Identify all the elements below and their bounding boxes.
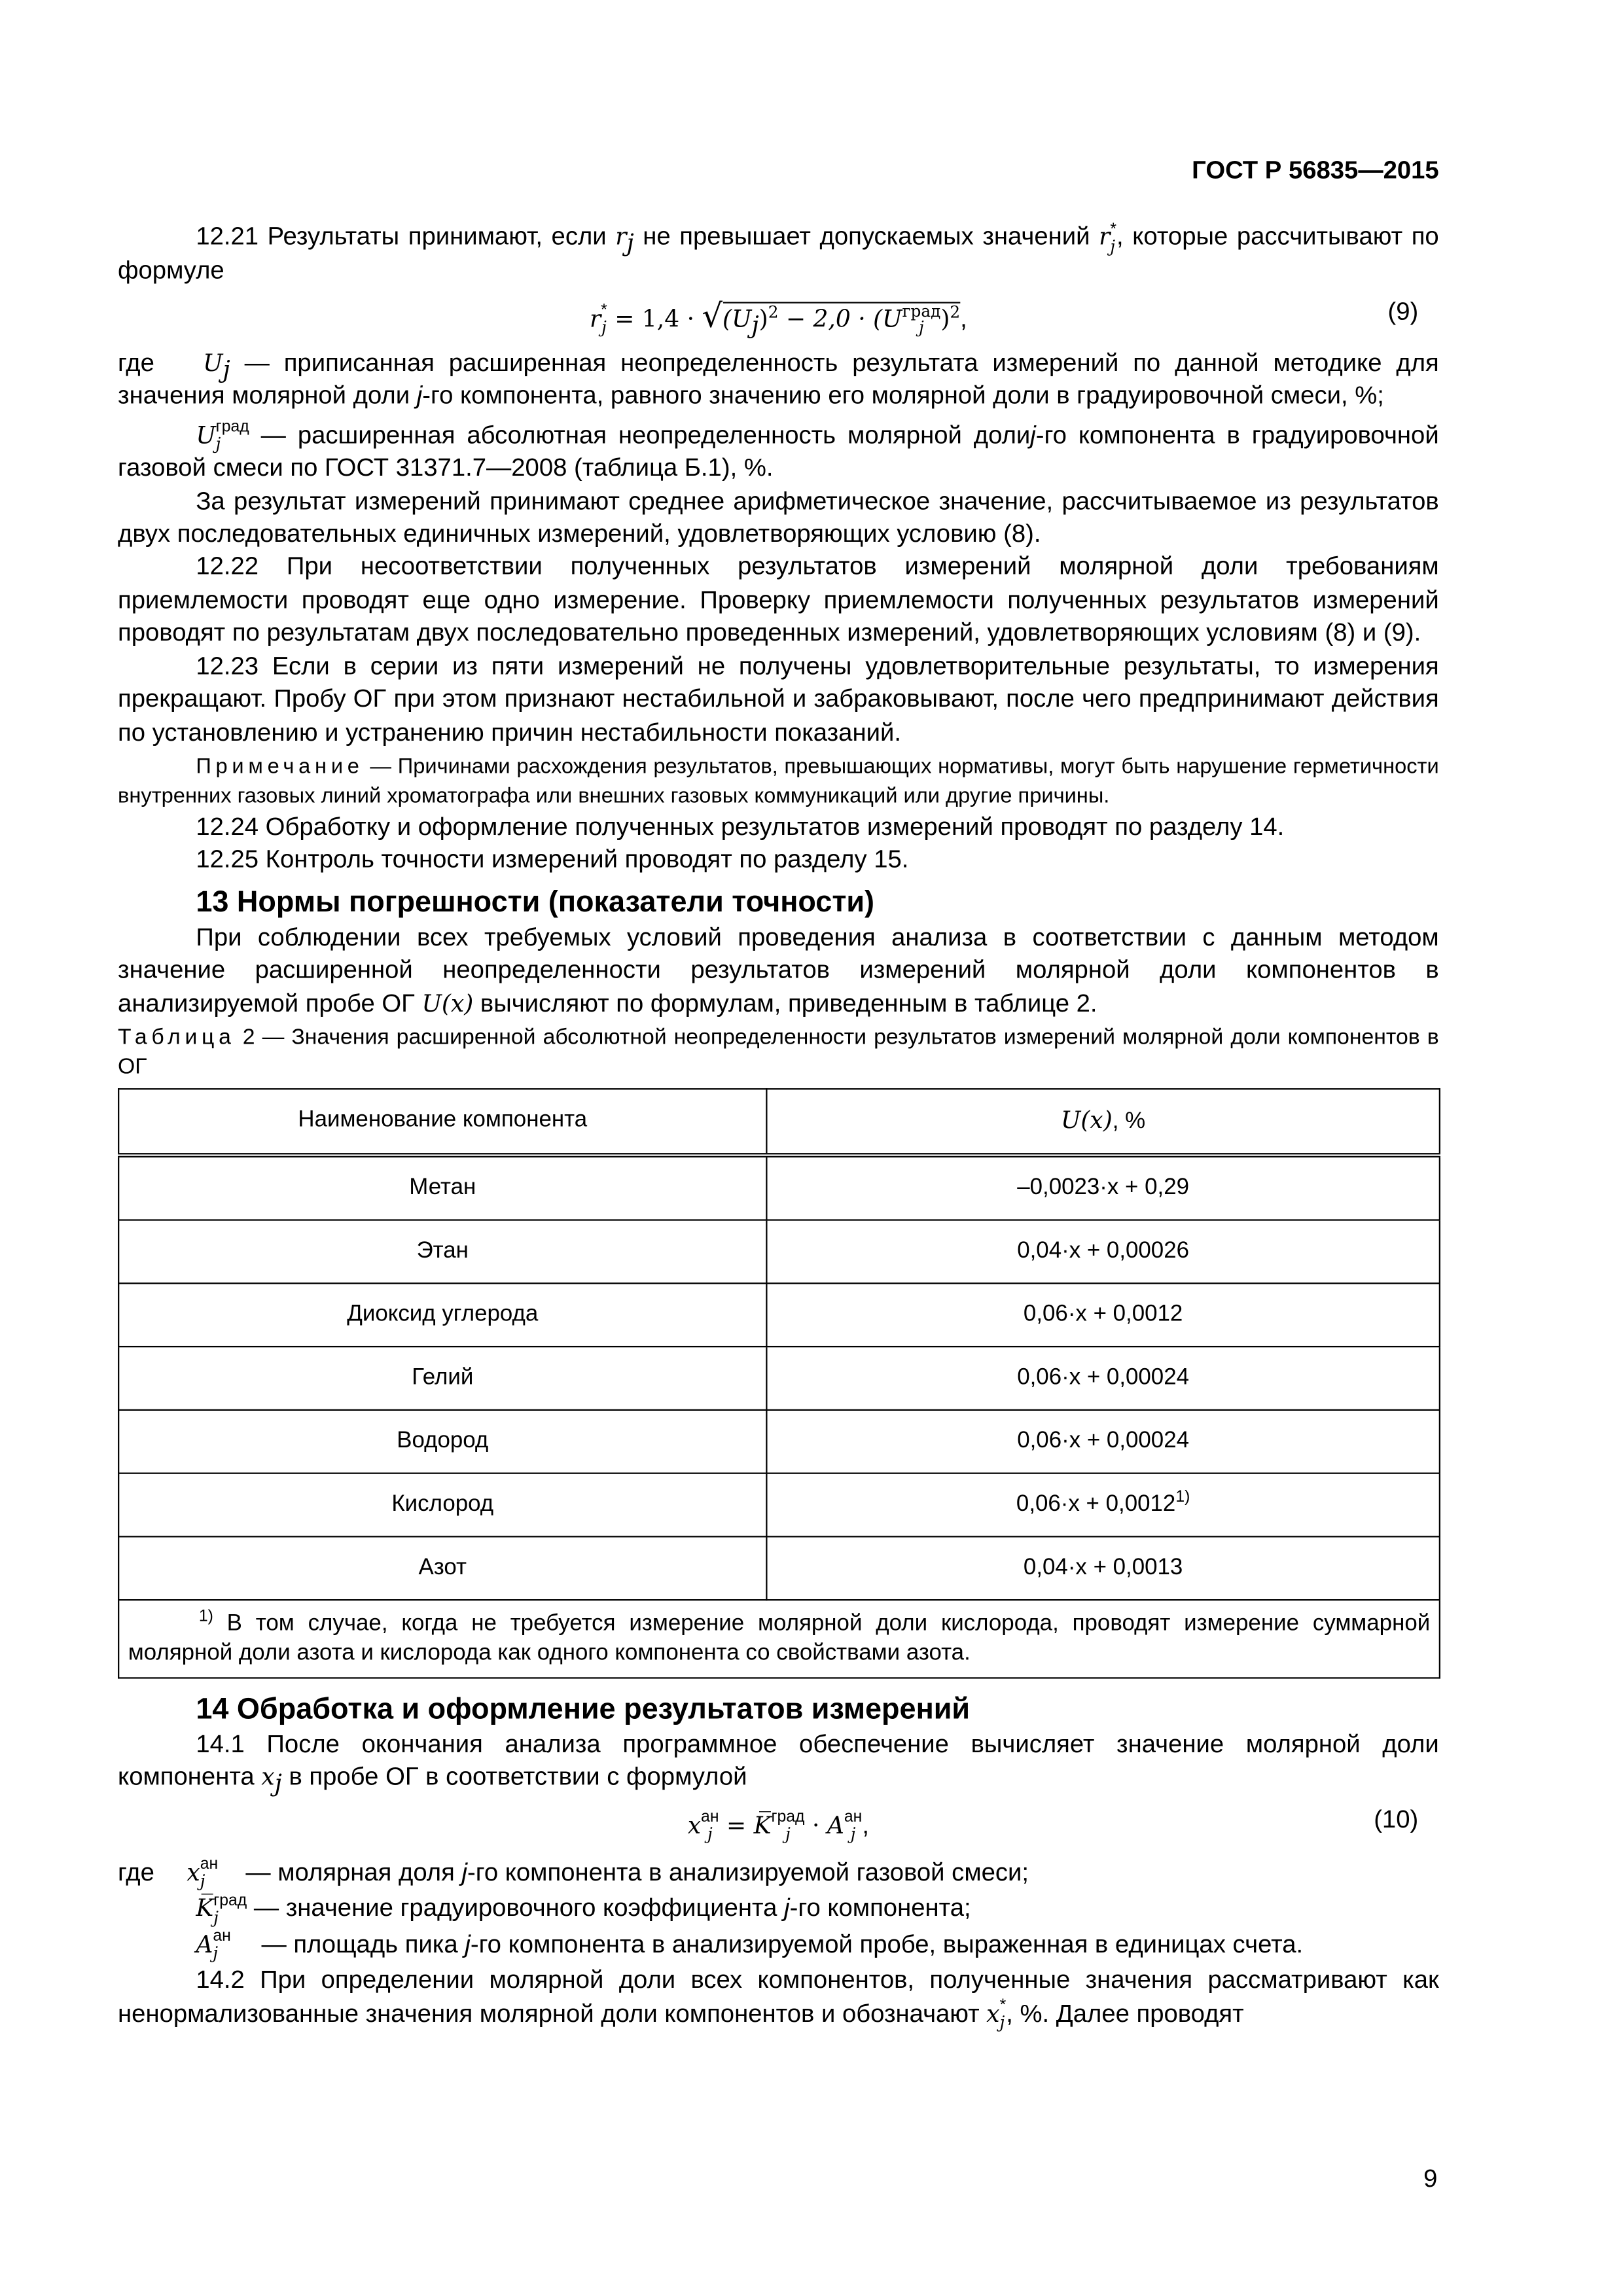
page-number: 9 xyxy=(1423,2164,1438,2193)
uncertainty-table xyxy=(118,1088,1440,1678)
section-14-heading: 14 Обработка и оформление результатов измерений xyxy=(196,1693,971,1726)
table-row: Водород 0,06·x + 0,00024 xyxy=(118,1410,1440,1474)
table-footnote-row xyxy=(118,1600,1440,1678)
paragraph-12-25: 12.25 Контроль точности измерений проводят по разделу 15. xyxy=(196,845,909,874)
table-row: Азот 0,04·x + 0,0013 xyxy=(118,1536,1440,1600)
section-13-heading: 13 Нормы погрешности (показатели точности) xyxy=(196,886,875,919)
paragraph-14-1: 14.1 После окончания анализа программное обеспечение вычисляет значение молярной доли компонента $x_j$ в пробе ОГ в соответствии с формулой xyxy=(118,1730,1439,1798)
paragraph-12-21: 12.21 Результаты принимают, если $r_j$ не превышает допускаемых значений r * j , которые рассчитывают по формуле xyxy=(118,220,1439,284)
paragraph-13: При соблюдении всех требуемых условий проведения анализа в соответствии с данным методом значение расширенной неопределенности результатов измерений молярной доли компонентов в анализируемой пробе ОГ U(x) вычисляют по формулам, приведенным в таблице 2. xyxy=(118,923,1439,1017)
table-row: Гелий 0,06·x + 0,00024 xyxy=(118,1347,1440,1410)
table-row: Диоксид углерода 0,06·x + 0,0012 xyxy=(118,1283,1440,1347)
where-x: где x ан j — молярная доля j-го компонента в анализируемой газовой смеси; xyxy=(118,1856,1029,1892)
table-row: Этан 0,04·x + 0,00026 xyxy=(118,1220,1440,1283)
paragraph-result: За результат измерений принимают среднее арифметическое значение, рассчитываемое из результатов двух последовательных единичных измерений, удовлетворяющих условию (8). xyxy=(118,487,1439,548)
table-footnote: $^{1)}$ В том случае, когда не требуется измерение молярной доли кислорода, проводят измерение суммарной молярной доли азота и кислорода как одного компонента со свойствами азота. xyxy=(118,1600,1440,1678)
where-A: A ан j — площадь пика j-го компонента в анализируемой пробе, выраженная в единицах счета. xyxy=(196,1928,1304,1964)
paragraph-12-22: 12.22 При несоответствии полученных результатов измерений молярной доли требованиям приемлемости проводят еще одно измерение. Проверку приемлемости полученных результатов измерений проводят по результатам двух последовательно проведенных измерений, удовлетворяющих условиям (8) и (9). xyxy=(118,552,1439,647)
note: Примечание — Причинами расхождения результатов, превышающих нормативы, могут быть нарушение герметичности внутренних газовых линий хроматографа или внешних газовых коммуникаций или другие причины. xyxy=(118,755,1439,809)
where-K: K̅ град j — значение градуировочного коэффициента j-го компонента; xyxy=(196,1892,971,1928)
paragraph-12-23: 12.23 Если в серии из пяти измерений не получены удовлетворительные результаты, то измерения прекращают. Пробу ОГ при этом признают нестабильной и забраковывают, после чего предпринимают действия по установлению и устранению причин нестабильности показаний. xyxy=(118,652,1439,746)
equation-number-10: (10) xyxy=(1374,1805,1419,1833)
table-row: Кислород $0,06\cdot x + 0,0012^{1)}$ xyxy=(118,1473,1440,1536)
table-caption: Таблица 2 — Значения расширенной абсолютной неопределенности результатов измерений молярной доли компонентов в ОГ xyxy=(118,1025,1439,1080)
paragraph-14-2: 14.2 При определении молярной доли всех компонентов, полученные значения рассматривают как ненормализованные значения молярной доли компонентов и обозначают x * j , %. Далее проводят xyxy=(118,1966,1439,2033)
document-body xyxy=(118,221,1439,2031)
math-r: r xyxy=(615,222,627,251)
column-header-component: Наименование компонента xyxy=(118,1089,766,1155)
document-header: ГОСТ Р 56835—2015 xyxy=(1192,156,1439,185)
paragraph-12-24: 12.24 Обработку и оформление полученных результатов измерений проводят по разделу 14. xyxy=(196,813,1285,841)
column-header-uncertainty: U(x), % xyxy=(766,1089,1439,1155)
formula-9: r * j = $1,4 \cdot √(U_j)^2 - 2,0 \cdot (U$ град j )$^2$, (9) xyxy=(118,287,1439,347)
formula-10: x ан j = K̅ град j · A ан j , (10) xyxy=(118,1795,1439,1854)
table-header-row xyxy=(118,1089,1440,1155)
where-U: где $U_j$ — приписанная расширенная неопределенность результата измерений по данной методике для значения молярной доли j-го компонента, равного значению его молярной доли в градуировочной смеси, %; xyxy=(118,349,1439,410)
equation-number-9: (9) xyxy=(1387,297,1419,326)
where-U-grad: U град j — расширенная абсолютная неопределенность молярной долиj-го компонента в градуировочной газовой смеси по ГОСТ 31371.7—2008 (таблица Б.1), %. xyxy=(118,418,1439,482)
table-row: Метан –0,0023·x + 0,29 xyxy=(118,1155,1440,1220)
